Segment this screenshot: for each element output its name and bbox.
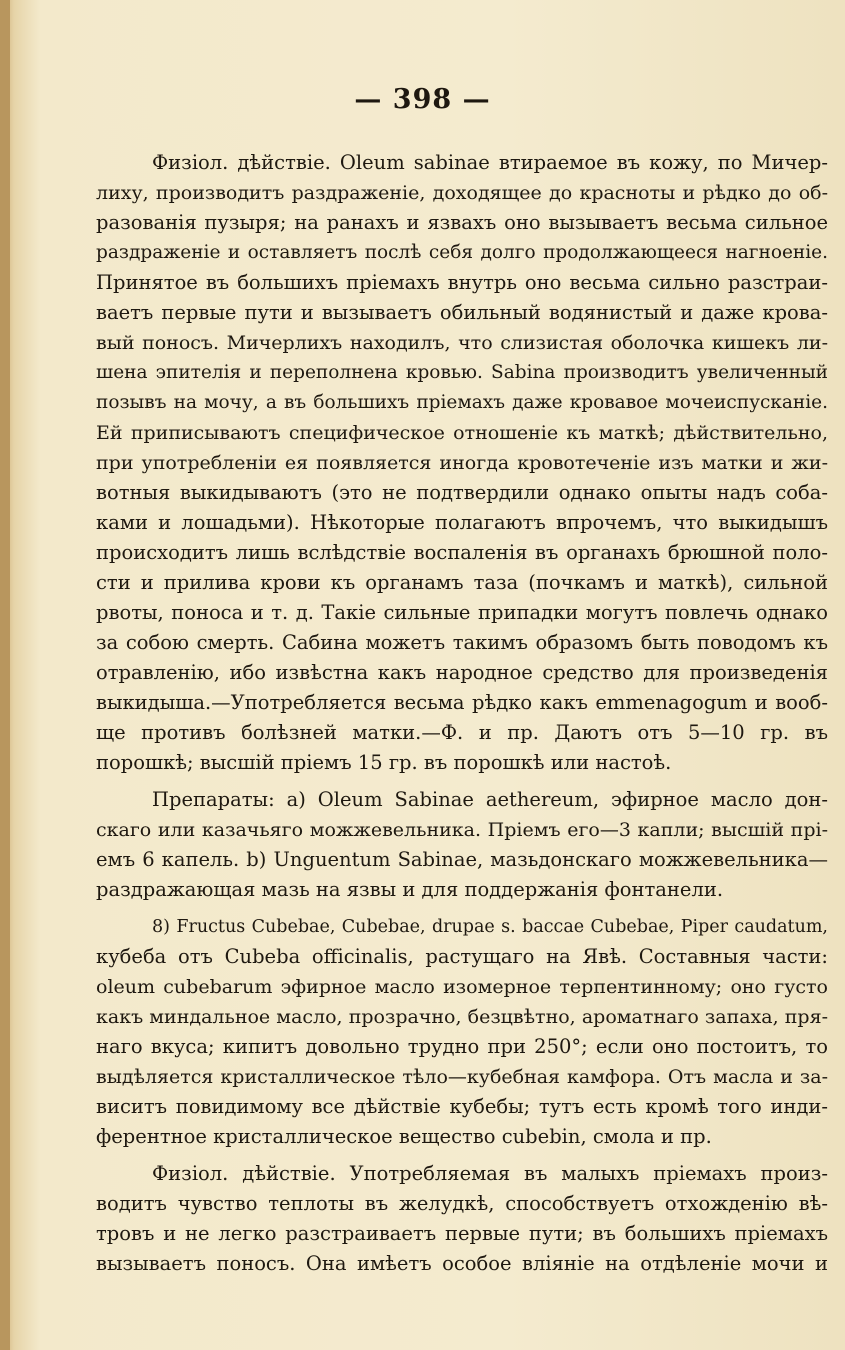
- text-line: вый поносъ. Мичерлихъ находилъ, что слизистая оболочка кишекъ ли-: [96, 332, 828, 354]
- text-line: вызываетъ поносъ. Она имѣетъ особое вліяніе на отдѣленіе мочи и: [96, 1252, 828, 1275]
- text-line: Принятое въ большихъ пріемахъ внутрь оно весьма сильно разстраи-: [96, 271, 828, 294]
- text-line: лиху, производитъ раздраженіе, доходящее до красноты и рѣдко до об-: [96, 182, 828, 204]
- text-line: рвоты, поноса и т. д. Такіе сильные припадки могутъ повлечь однако: [96, 601, 828, 624]
- text-line: выдѣляется кристаллическое тѣло—кубебная камфора. Отъ масла и за-: [96, 1066, 828, 1088]
- text-line: выкидыша.—Употребляется весьма рѣдко какъ emmenagogum и вооб-: [96, 691, 828, 714]
- text-line: позывъ на мочу, а въ большихъ пріемахъ даже кровавое мочеиспусканіе.: [96, 392, 828, 413]
- text-line: тровъ и не легко разстраиваетъ первые пути; въ большихъ пріемахъ: [96, 1222, 828, 1245]
- text-line: Физіол. дѣйствіе. Употребляемая въ малыхъ пріемахъ произ-: [152, 1162, 828, 1185]
- text-line: скаго или казачьяго можжевельника. Пріемъ его—3 капли; высшій прі-: [96, 819, 828, 841]
- text-line: ще противъ болѣзней матки.—Ф. и пр. Даютъ отъ 5—10 гр. въ: [96, 721, 828, 744]
- text-line: Препараты: a) Oleum Sabinae aethereum, эфирное масло дон-: [152, 788, 828, 811]
- text-line: при употребленіи ея появляется иногда кровотеченіе изъ матки и жи-: [96, 452, 828, 474]
- text-line: за собою смерть. Сабина можетъ такимъ образомъ быть поводомъ къ: [96, 631, 828, 654]
- text-line: раздраженіе и оставляетъ послѣ себя долго продолжающееся нагноеніе.: [96, 242, 828, 263]
- text-line: отравленію, ибо извѣстна какъ народное средство для произведенія: [96, 661, 828, 684]
- text-line: происходитъ лишь вслѣдствіе воспаленія въ органахъ брюшной поло-: [96, 541, 828, 564]
- text-line: какъ миндальное масло, прозрачно, безцвѣтно, ароматнаго запаха, пря-: [96, 1006, 828, 1028]
- text-line: вотныя выкидываютъ (это не подтвердили однако опыты надъ соба-: [96, 481, 828, 504]
- text-line: кубеба отъ Cubeba officinalis, растущаго на Явѣ. Составныя части:: [96, 945, 828, 968]
- text-line: разованія пузыря; на ранахъ и язвахъ оно вызываетъ весьма сильное: [96, 211, 828, 234]
- text-line: ваетъ первые пути и вызываетъ обильный водянистый и даже крова-: [96, 301, 828, 324]
- page-number: — 398 —: [354, 84, 491, 115]
- text-line: oleum cubebarum эфирное масло изомерное терпентинному; оно густо: [96, 976, 828, 998]
- text-line: 8) Fructus Cubebae, Cubebae, drupae s. baccae Cubebae, Piper caudatum,: [152, 917, 828, 937]
- text-line: порошкѣ; высшій пріемъ 15 гр. въ порошкѣ или настоѣ.: [96, 751, 672, 774]
- text-line: Ей приписываютъ специфическое отношеніе къ маткѣ; дѣйствительно,: [96, 422, 828, 444]
- text-line: раздражающая мазь на язвы и для поддержанія фонтанели.: [96, 878, 724, 901]
- text-line: виситъ повидимому все дѣйствіе кубебы; тутъ есть кромѣ того инди-: [96, 1095, 828, 1118]
- page-text: [96, 148, 828, 1279]
- text-line: Физіол. дѣйствіе. Oleum sabinae втираемое въ кожу, по Мичер-: [152, 151, 828, 174]
- text-line: ферентное кристаллическое вещество cubebin, смола и пр.: [96, 1125, 712, 1148]
- text-line: емъ 6 капель. b) Unguentum Sabinae, мазьдонскаго можжевельника—: [96, 848, 828, 871]
- text-line: сти и прилива крови къ органамъ таза (почкамъ и маткѣ), сильной: [96, 571, 828, 594]
- text-line: шена эпителія и переполнена кровью. Sabina производитъ увеличенный: [96, 362, 828, 383]
- text-line: наго вкуса; кипитъ довольно трудно при 250°; если оно постоитъ, то: [96, 1035, 828, 1058]
- book-spine: [0, 0, 10, 1350]
- text-line: ками и лошадьми). Нѣкоторые полагаютъ впрочемъ, что выкидышъ: [96, 511, 828, 534]
- text-line: водитъ чувство теплоты въ желудкѣ, способствуетъ отхожденію вѣ-: [96, 1192, 828, 1215]
